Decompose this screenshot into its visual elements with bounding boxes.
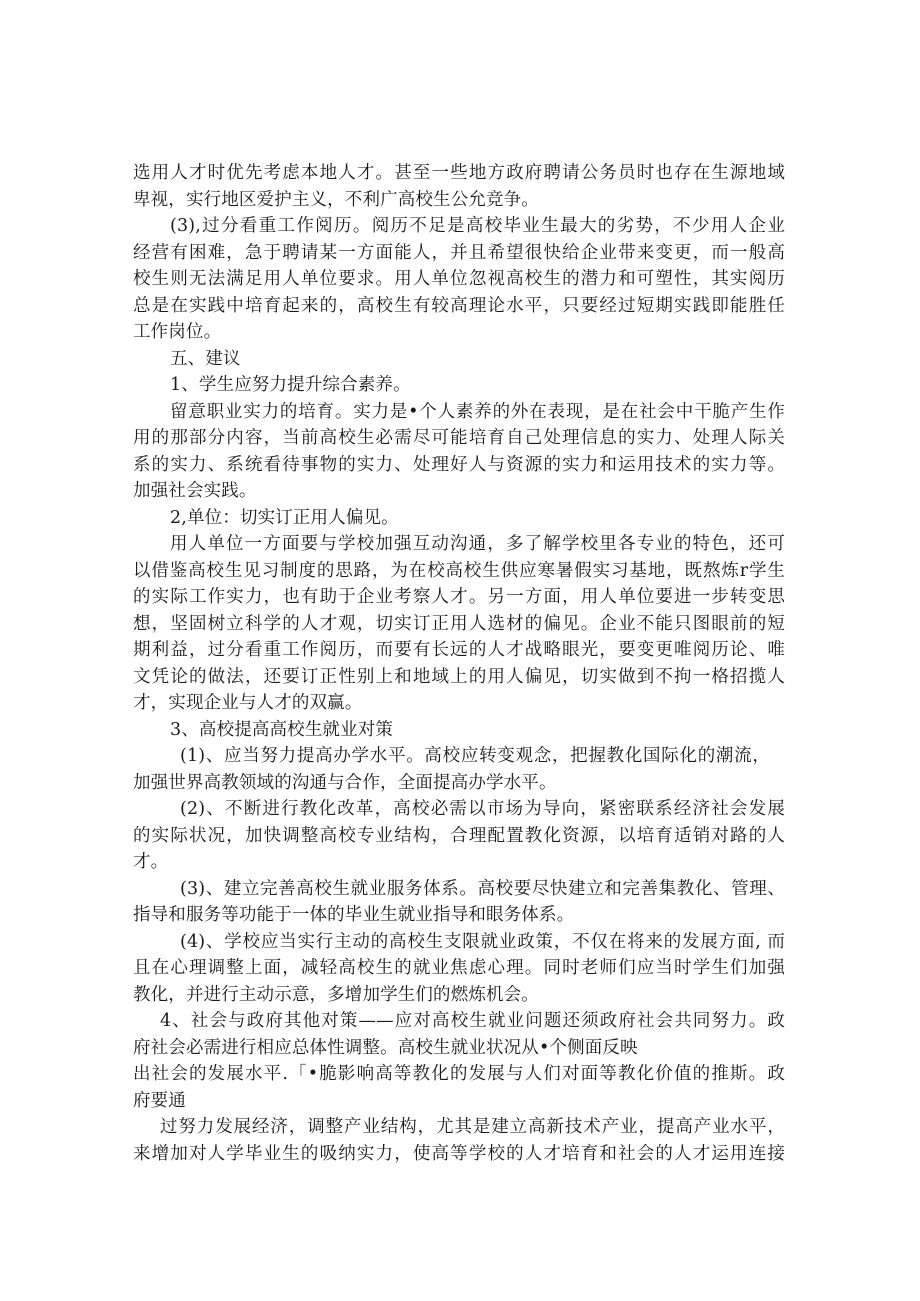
text-line: (1)、应当努力提高办学水平。高校应转变观念，把握教化国际化的潮流， — [180, 746, 770, 766]
text-line: 校生则无法满足用人单位要求。用人单位忽视高校生的潜力和可塑性，其实阅历 — [133, 269, 785, 289]
text-line: (3),过分看重工作阅历。阅历不足是高校毕业生最大的劣势，不少用人企业 — [170, 216, 785, 236]
text-line: 用人单位一方面要与学校加强互动沟通，多了解学校里各专业的特色，还可 — [170, 534, 785, 554]
text-line: 才。 — [133, 852, 169, 872]
text-line: 教化，并进行主动示意，多增加学生们的燃炼机会。 — [133, 985, 539, 1005]
text-line: 加强社会实践。 — [133, 481, 257, 501]
text-line: 府要通 — [133, 1091, 186, 1111]
text-line: 才，实现企业与人才的双赢。 — [133, 693, 363, 713]
text-line: 用的那部分内容，当前高校生必需尽可能培育自己处理信息的实力、处理人际关 — [133, 428, 785, 448]
text-line: 卑视，实行地区爱护主义，不利广高校生公允竞争。 — [133, 190, 539, 210]
subsection-heading: 2,单位：切实订正用人偏见。 — [170, 508, 399, 528]
text-line: 府社会必需进行相应总体性调整。高校生就业状况从•个侧面反映 — [133, 1038, 638, 1058]
text-line: 的实际状况，加快调整高校专业结构，合理配置教化资源，以培育适销对路的人 — [133, 826, 785, 846]
text-line: 文凭论的做法，还要订正性别上和地域上的用人偏见，切实做到不拘一格招揽人 — [133, 667, 785, 687]
text-line: (3)、建立完善高校生就业服务体系。高校要尽快建立和完善集教化、管理、 — [180, 879, 785, 899]
text-line: 总是在实践中培育起来的，高校生有较高理论水平，只要经过短期实践即能胜任 — [133, 296, 785, 316]
text-line: 工作岗位。 — [133, 322, 222, 342]
text-line: 且在心理调整上面，减轻高校生的就业焦虑心理。同时老师们应当时学生们加强 — [133, 958, 785, 978]
text-line: 的实际工作实力，也有助于企业考察人才。另一方面，用人单位要进一步转变思 — [133, 587, 785, 607]
subsection-heading: 1、学生应努力提升综合素养。 — [170, 375, 411, 395]
text-line: 留意职业实力的培育。实力是•个人素养的外在表现，是在社会中干脆产生作 — [170, 402, 785, 422]
text-line: 想，坚固树立科学的人才观，切实订正用人选材的偏见。企业不能只图眼前的短 — [133, 614, 785, 634]
text-line: (2)、不断进行教化改革，高校必需以市场为导向，紧密联系经济社会发展 — [180, 799, 785, 819]
text-line: 期利益，过分看重工作阅历，而要有长远的人才战略眼光，要变更唯阅历论、唯 — [133, 640, 785, 660]
section-heading: 五、建议 — [170, 349, 241, 369]
subsection-heading: 3、高校提高高校生就业对策 — [170, 720, 394, 740]
text-line: 出社会的发展水平.「•脆影响高等教化的发展与人们对面等教化价值的推斯。政 — [133, 1064, 785, 1084]
text-line: (4)、学校应当实行主动的高校生支限就业政策，不仅在将来的发展方面, 而 — [180, 932, 785, 952]
text-line: 经营有困难，急于聘请某一方面能人，并且希望很快给企业带来变更，而一般高 — [133, 243, 785, 263]
text-line: 4、社会与政府其他对策——应对高校生就业问题还须政府社会共同努力。政 — [160, 1011, 785, 1031]
text-line: 系的实力、系统看待事物的实力、处理好人与资源的实力和运用技术的实力等。 — [133, 455, 785, 475]
text-line: 加强世界高教领域的沟通与合作，全面提高办学水平。 — [133, 773, 557, 793]
text-line: 来增加对人学毕业生的吸纳实力，使高等学校的人才培育和社会的人才运用连接 — [133, 1144, 785, 1164]
text-line: 以借鉴高校生见习制度的思路，为在校高校生供应寒暑假实习基地，既熬炼r学生 — [133, 561, 785, 581]
text-line: 过努力发展经济，调整产业结构，尤其是建立高新技术产业，提高产业水平， — [160, 1117, 785, 1137]
text-line: 指导和服务等功能于一体的毕业生就业指导和眼务体系。 — [133, 905, 575, 925]
text-line: 选用人才时优先考虑本地人才。甚至一些地方政府聘请公务员时也存在生源地域 — [133, 163, 785, 183]
